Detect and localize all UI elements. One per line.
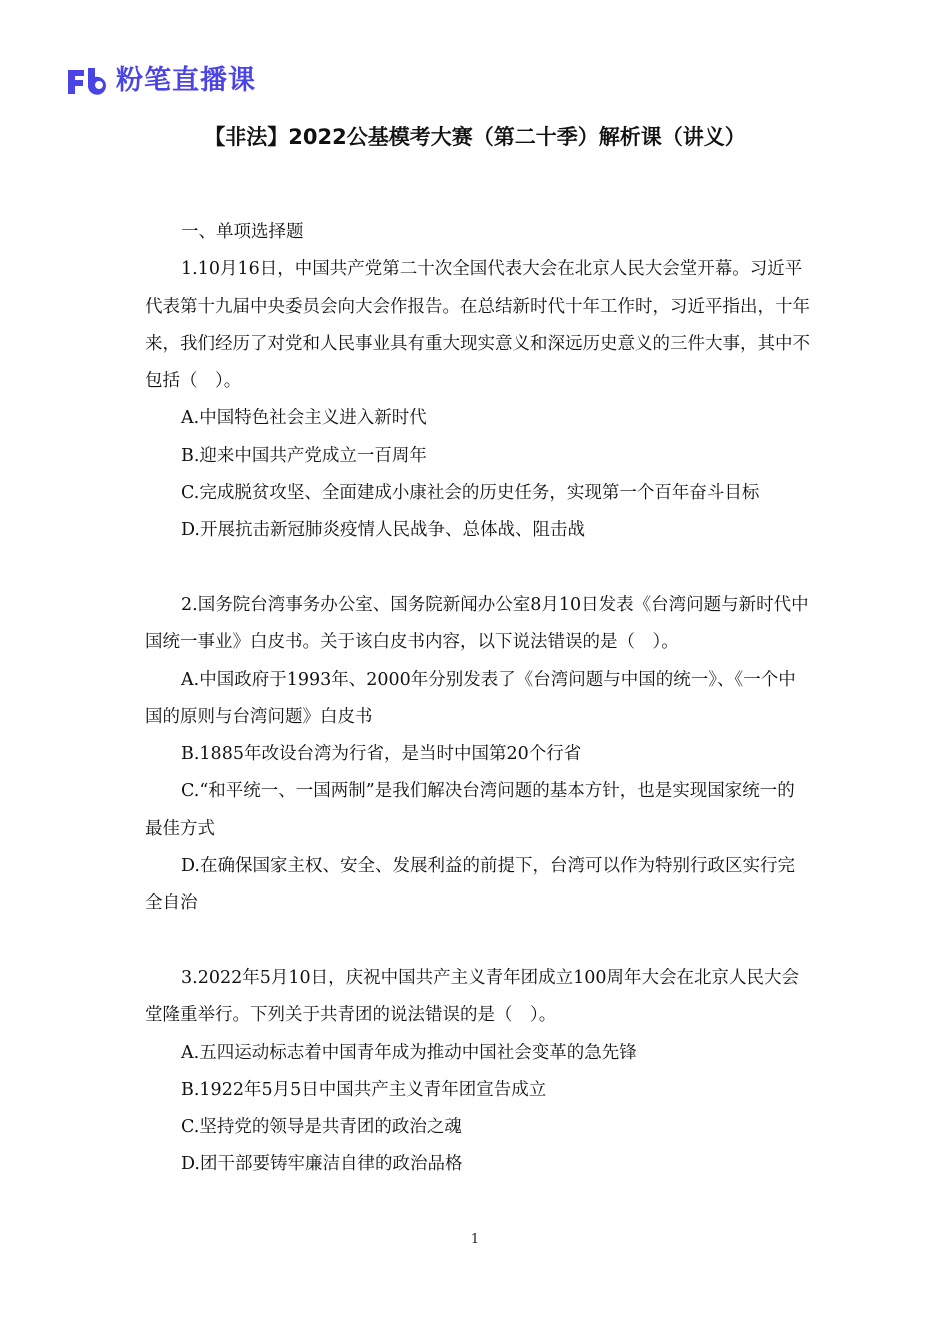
question-2-option-a: A.中国政府于1993年、2000年分别发表了《台湾问题与中国的统一》、《一个中国的原则与台湾问题》白皮书 (145, 669, 796, 727)
fb-logo-icon (66, 66, 110, 96)
question-1-option-c: C.完成脱贫攻坚、全面建成小康社会的历史任务，实现第一个百年奋斗目标 (181, 483, 760, 504)
document-body (145, 214, 810, 1184)
question-3-option-b: B.1922年5月5日中国共产主义青年团宣告成立 (181, 1079, 547, 1100)
paragraph-spacer (145, 923, 810, 960)
question-3-stem: 3.2022年5月10日，庆祝中国共产主义青年团成立100周年大会在北京人民大会堂隆重举行。下列关于共青团的说法错误的是（ ）。 (145, 967, 800, 1026)
question-1-option-b: B.迎来中国共产党成立一百周年 (181, 445, 427, 466)
section-heading: 一、单项选择题 (181, 222, 304, 242)
question-2-option-d: D.在确保国家主权、安全、发展利益的前提下，台湾可以作为特别行政区实行完全自治 (145, 856, 795, 914)
question-3-option-a: A.五四运动标志着中国青年成为推动中国社会变革的急先锋 (181, 1042, 637, 1063)
brand-logo (66, 64, 256, 98)
question-1-option-a: A.中国特色社会主义进入新时代 (181, 408, 427, 429)
paragraph-spacer (145, 550, 810, 587)
question-2-option-c: C.“和平统一、一国两制”是我们解决台湾问题的基本方针，也是实现国家统一的最佳方式 (145, 781, 795, 839)
brand-name: 粉笔直播课 (116, 65, 256, 96)
question-1-stem: 1.10月16日，中国共产党第二十次全国代表大会在北京人民大会堂开幕。习近平代表第十九届中央委员会向大会作报告。在总结新时代十年工作时，习近平指出，十年来，我们经历了对党和人民事业具有重大现实意义和深远历史意义的三件大事，其中不包括（ ）。 (145, 259, 810, 392)
question-3-option-c: C.坚持党的领导是共青团的政治之魂 (181, 1117, 462, 1138)
question-1-option-d: D.开展抗击新冠肺炎疫情人民战争、总体战、阻击战 (181, 520, 585, 541)
page-number: 1 (470, 1232, 480, 1247)
question-2-option-b: B.1885年改设台湾为行省，是当时中国第20个行省 (181, 744, 582, 765)
document-title: 【非法】2022公基模考大赛（第二十季）解析课（讲义） (204, 125, 746, 149)
question-2-stem: 2.国务院台湾事务办公室、国务院新闻办公室8月10日发表《台湾问题与新时代中国统一事业》白皮书。关于该白皮书内容，以下说法错误的是（ ）。 (145, 594, 809, 653)
question-3-option-d: D.团干部要铸牢廉洁自律的政治品格 (181, 1154, 463, 1175)
